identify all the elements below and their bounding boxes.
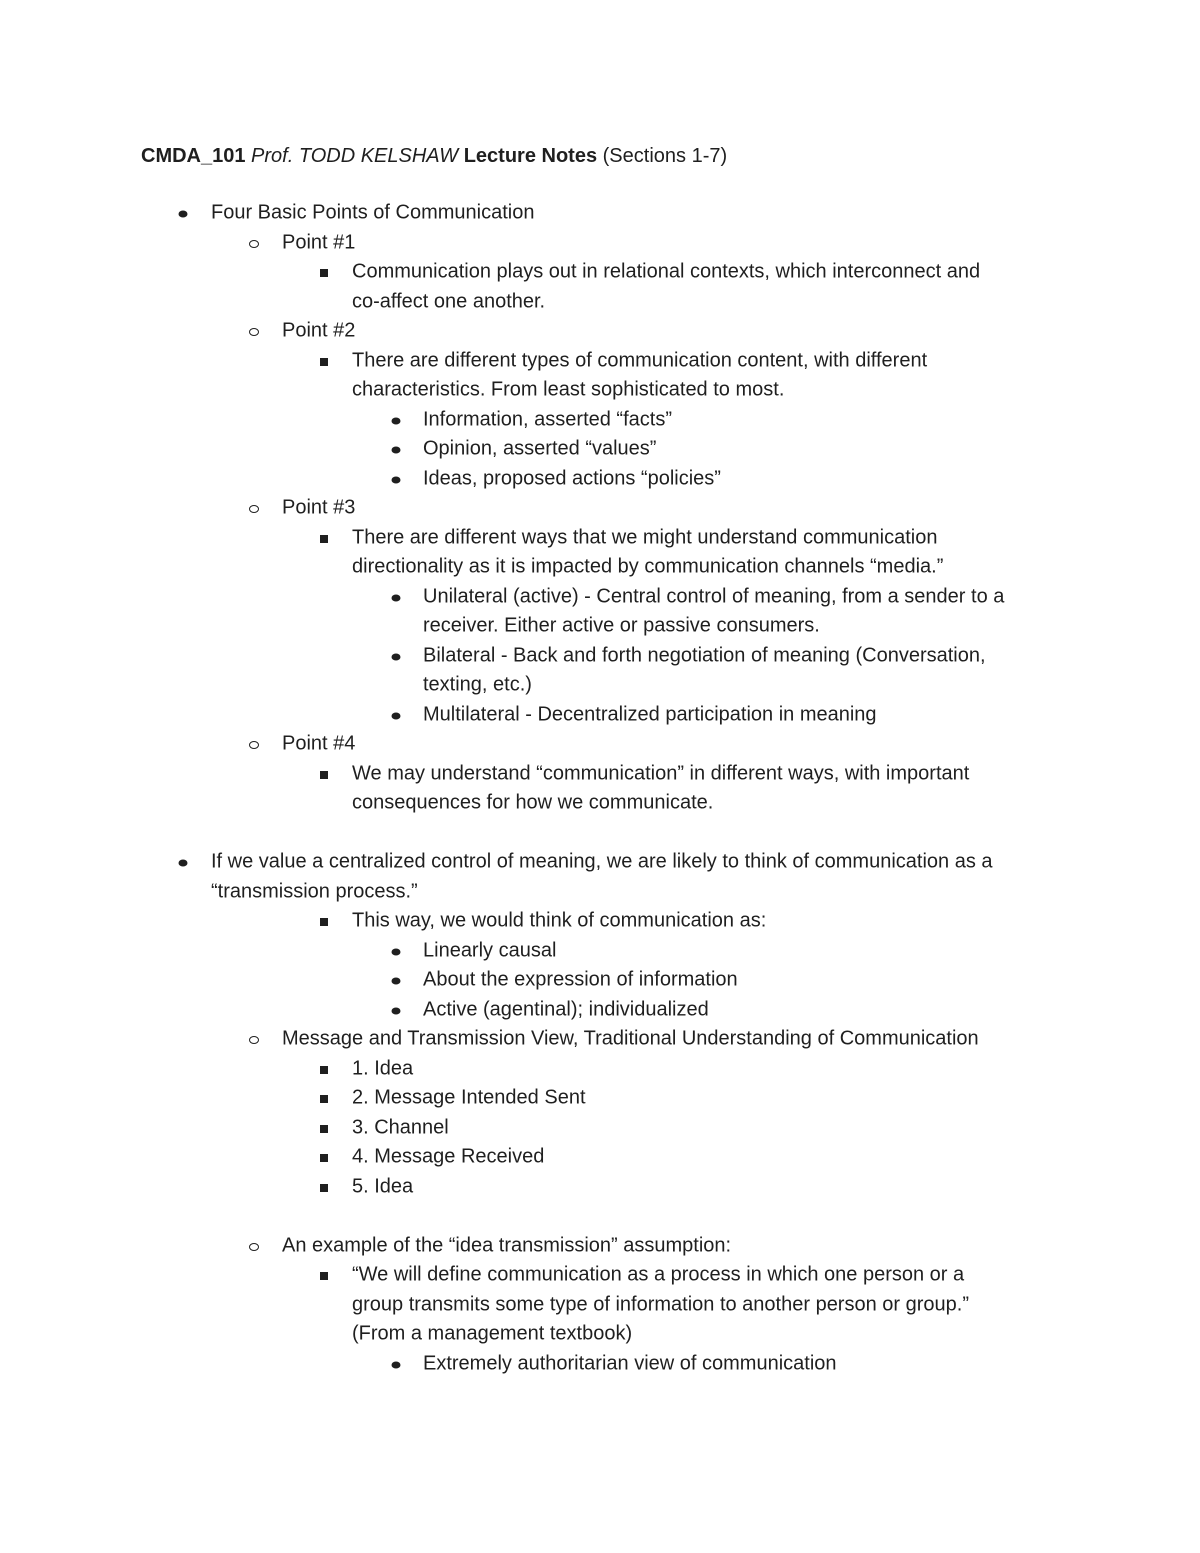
list-item-continuation: consequences for how we communicate. <box>352 791 714 814</box>
list-item: Point #4 <box>282 732 356 755</box>
square-bullet-icon <box>320 918 328 926</box>
list-item: 3. Channel <box>352 1115 449 1138</box>
list-item-continuation: group transmits some type of information to another person or group.” <box>352 1292 969 1315</box>
square-bullet-icon <box>320 535 328 543</box>
list-item: Bilateral - Back and forth negotiation of meaning (Conversation, <box>423 643 986 666</box>
square-bullet-icon <box>320 1066 328 1074</box>
list-item: Extremely authoritarian view of communication <box>423 1351 837 1374</box>
list-item-continuation: receiver. Either active or passive consumers. <box>423 614 820 637</box>
list-item: If we value a centralized control of meaning, we are likely to think of communication as a <box>211 850 993 873</box>
circle-bullet-icon <box>249 328 259 336</box>
disc-bullet-icon <box>392 594 401 601</box>
disc-bullet-icon <box>392 978 401 985</box>
course-code: CMDA_101 <box>141 145 246 167</box>
list-item: This way, we would think of communication as: <box>352 909 767 932</box>
list-item: Message and Transmission View, Traditional Understanding of Communication <box>282 1027 979 1050</box>
disc-bullet-icon <box>179 211 188 218</box>
list-item: Unilateral (active) - Central control of meaning, from a sender to a <box>423 584 1005 607</box>
list-item: Four Basic Points of Communication <box>211 201 535 224</box>
list-item: Information, asserted “facts” <box>423 407 672 430</box>
list-item: Active (agentinal); individualized <box>423 997 709 1020</box>
square-bullet-icon <box>320 1154 328 1162</box>
disc-bullet-icon <box>392 653 401 660</box>
list-item: About the expression of information <box>423 968 738 991</box>
list-item-continuation: characteristics. From least sophisticated to most. <box>352 378 785 401</box>
circle-bullet-icon <box>249 741 259 749</box>
square-bullet-icon <box>320 1125 328 1133</box>
disc-bullet-icon <box>392 447 401 454</box>
disc-bullet-icon <box>392 948 401 955</box>
sections-label: (Sections 1-7) <box>602 145 728 167</box>
list-item-continuation: directionality as it is impacted by communication channels “media.” <box>352 555 944 578</box>
list-item-continuation: co-affect one another. <box>352 289 546 312</box>
circle-bullet-icon <box>249 1036 259 1044</box>
list-item: We may understand “communication” in different ways, with important <box>352 761 970 784</box>
disc-bullet-icon <box>392 1007 401 1014</box>
square-bullet-icon <box>320 1184 328 1192</box>
disc-bullet-icon <box>392 417 401 424</box>
list-item: There are different types of communication content, with different <box>352 348 928 371</box>
list-item: “We will define communication as a process in which one person or a <box>352 1263 965 1286</box>
circle-bullet-icon <box>249 240 259 248</box>
list-item-continuation: (From a management textbook) <box>352 1322 633 1345</box>
disc-bullet-icon <box>392 712 401 719</box>
list-item: Opinion, asserted “values” <box>423 437 657 460</box>
list-item-continuation: texting, etc.) <box>423 673 532 696</box>
list-item: 4. Message Received <box>352 1145 545 1168</box>
square-bullet-icon <box>320 771 328 779</box>
list-item: Linearly causal <box>423 938 557 961</box>
list-item: 5. Idea <box>352 1174 414 1197</box>
circle-bullet-icon <box>249 1243 259 1251</box>
list-item: 2. Message Intended Sent <box>352 1086 586 1109</box>
notes-label: Lecture Notes <box>463 145 598 167</box>
page-title <box>141 142 727 170</box>
list-item: An example of the “idea transmission” assumption: <box>282 1233 732 1256</box>
square-bullet-icon <box>320 269 328 277</box>
list-item: Communication plays out in relational contexts, which interconnect and <box>352 260 981 283</box>
square-bullet-icon <box>320 1272 328 1280</box>
list-item: There are different ways that we might understand communication <box>352 525 938 548</box>
list-item-continuation: “transmission process.” <box>211 879 418 902</box>
professor-name: Prof. TODD KELSHAW <box>251 145 459 167</box>
list-item: Point #1 <box>282 230 356 253</box>
list-item: 1. Idea <box>352 1056 414 1079</box>
disc-bullet-icon <box>392 1361 401 1368</box>
list-item: Point #2 <box>282 319 356 342</box>
list-item: Multilateral - Decentralized participation in meaning <box>423 702 877 725</box>
square-bullet-icon <box>320 1095 328 1103</box>
list-item: Point #3 <box>282 496 356 519</box>
list-item: Ideas, proposed actions “policies” <box>423 466 721 489</box>
disc-bullet-icon <box>392 476 401 483</box>
square-bullet-icon <box>320 358 328 366</box>
disc-bullet-icon <box>179 860 188 867</box>
circle-bullet-icon <box>249 505 259 513</box>
